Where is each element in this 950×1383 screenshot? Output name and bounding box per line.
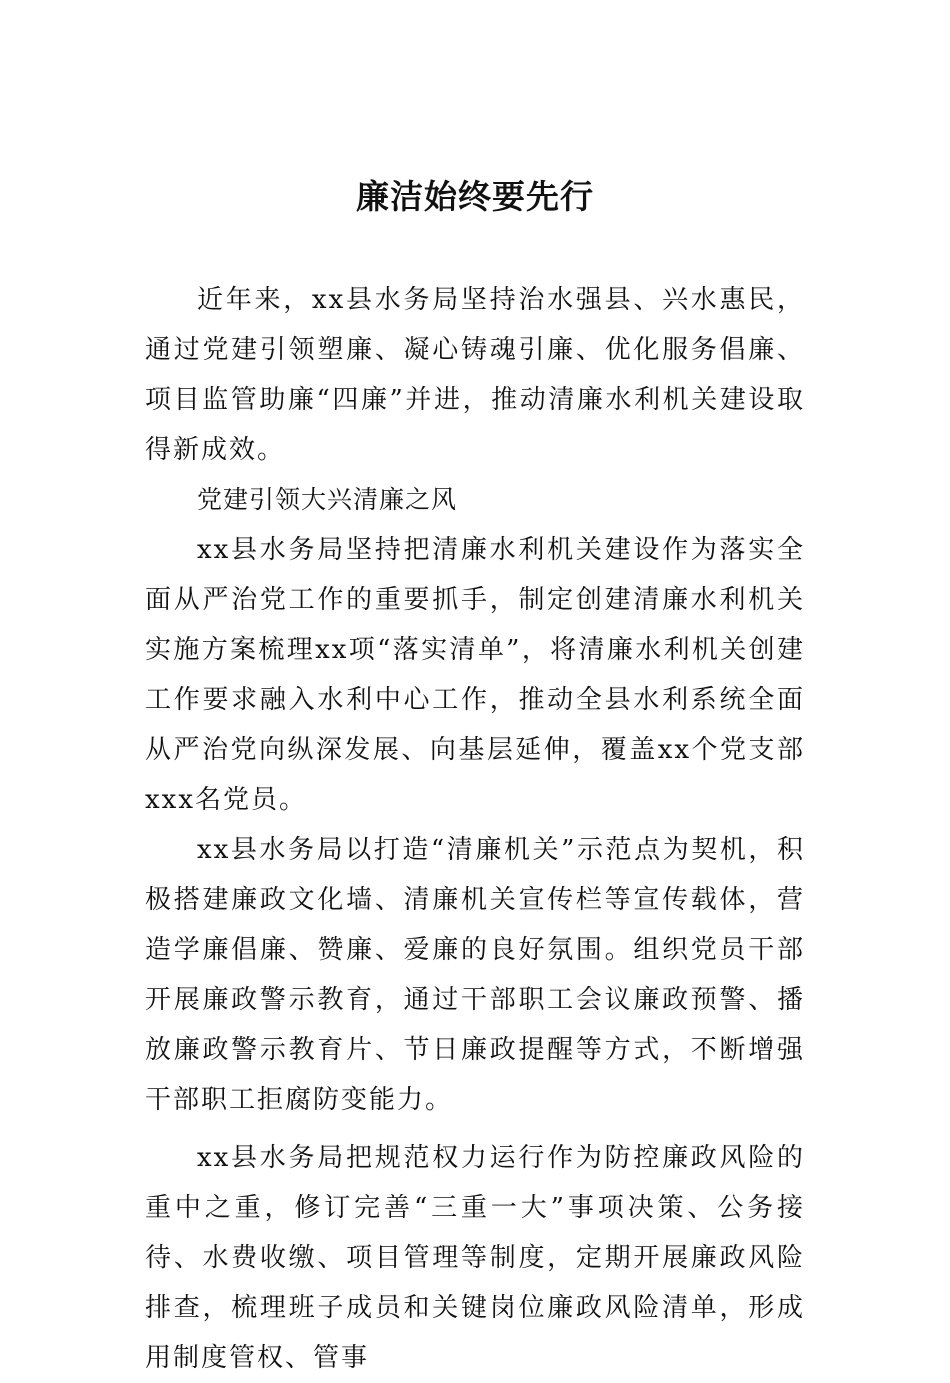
paragraph-power-regulation: xx县水务局把规范权力运行作为防控廉政风险的重中之重，修订完善“三重一大”事项决策、公务接待、水费收缴、项目管理等制度，定期开展廉政风险排查，梳理班子成员和关键岗位廉政风险清单，形成用制度管权、管事 [145,1143,805,1373]
section-heading: 党建引领大兴清廉之风 [197,485,458,514]
document-title: 廉洁始终要先行 [356,177,594,216]
paragraph-party-building: xx县水务局坚持把清廉水利机关建设作为落实全面从严治党工作的重要抓手，制定创建清廉水利机关实施方案梳理xx项“落实清单”，将清廉水利机关创建工作要求融入水利中心工作，推动全县水利系统全面从严治党向纵深发展、向基层延伸，覆盖xx个党支部xxx名党员。 [145,535,805,815]
document-body [145,275,805,1383]
paragraph-clean-office: xx县水务局以打造“清廉机关”示范点为契机，积极搭建廉政文化墙、清廉机关宣传栏等宣传载体，营造学廉倡廉、赞廉、爱廉的良好氛围。组织党员干部开展廉政警示教育，通过干部职工会议廉政预警、播放廉政警示教育片、节日廉政提醒等方式，不断增强干部职工拒腐防变能力。 [145,835,805,1115]
paragraph-intro: 近年来，xx县水务局坚持治水强县、兴水惠民，通过党建引领塑廉、凝心铸魂引廉、优化服务倡廉、项目监管助廉“四廉”并进，推动清廉水利机关建设取得新成效。 [145,285,805,465]
